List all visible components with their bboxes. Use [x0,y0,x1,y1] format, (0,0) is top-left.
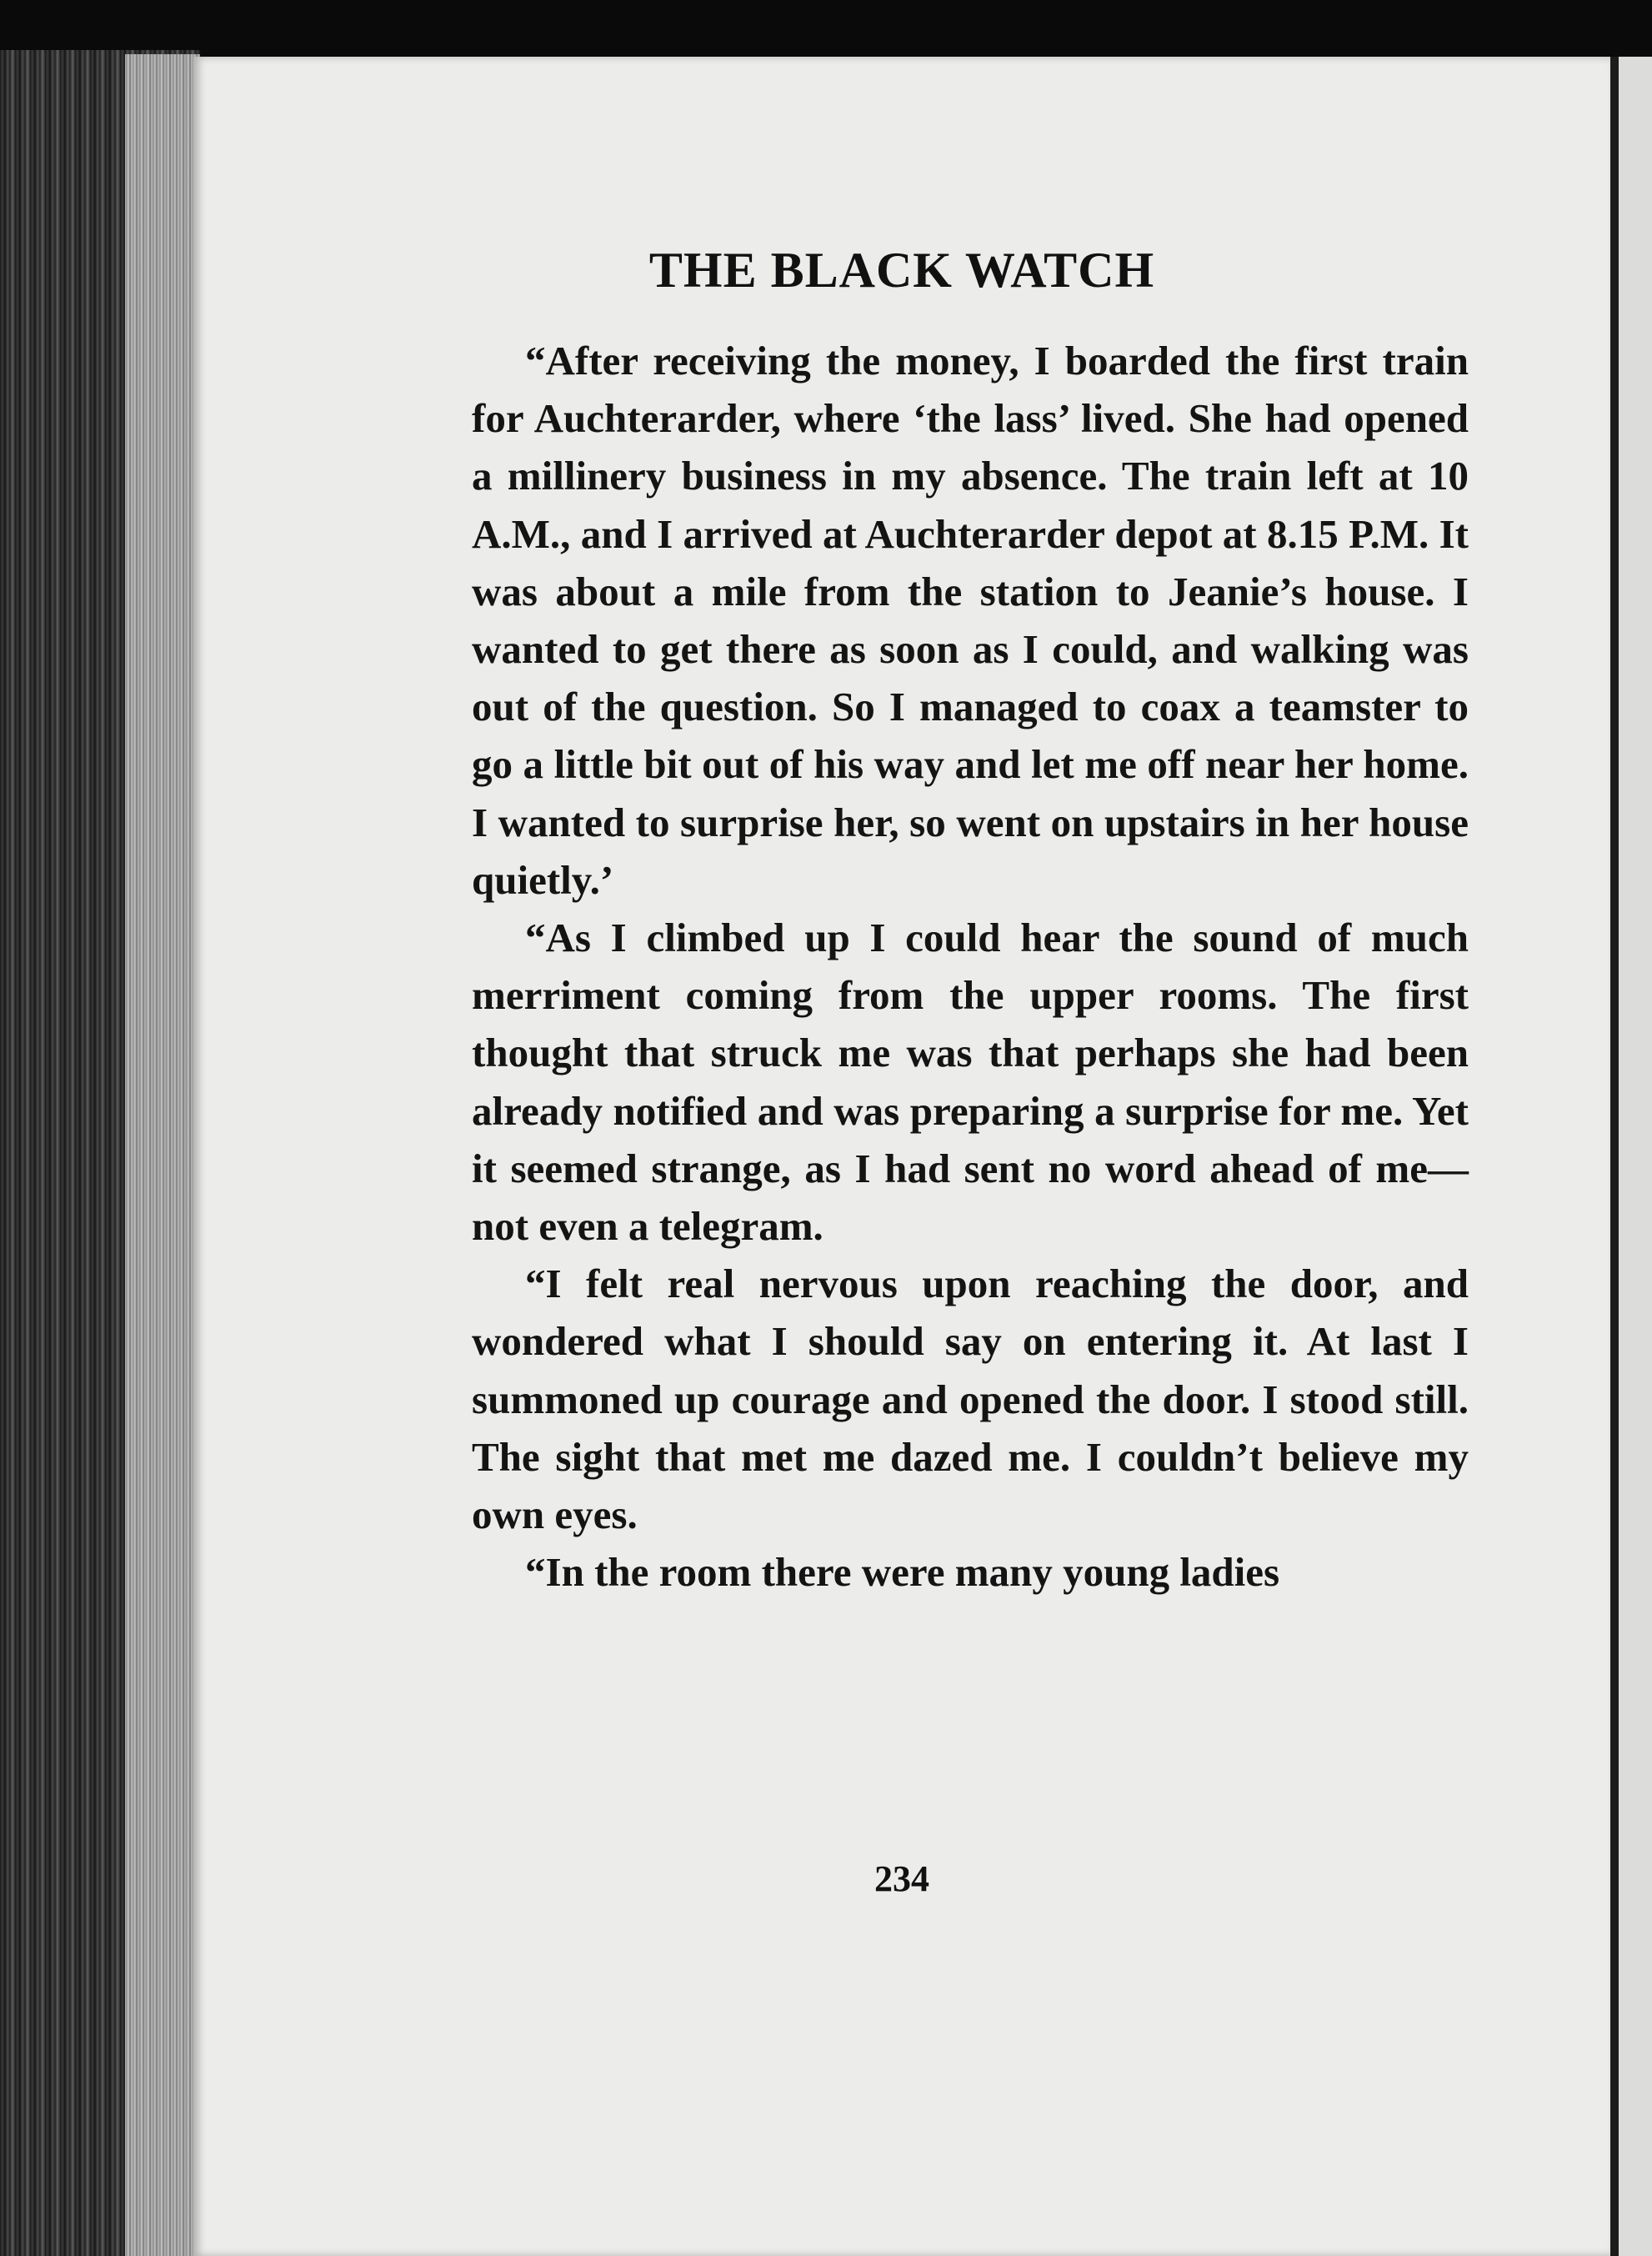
paragraph-1: “After receiving the money, I boarded the first train for Auchterarder, where ‘the lass’ lived. She had opened a millinery business in my absence. The train left at 10 A.M., and I arrived at Auchterarder depot at 8.15 P.M. It was about a mile from the station to Jeanie’s house. I wanted to get there as soon as I could, and walking was out of the question. So I managed to coax a teamster to go a little bit out of his way and let me off near her home. I wanted to surprise her, so went on upstairs in her house quietly.’ [472,338,1469,903]
page-number: 234 [874,1858,929,1899]
paragraph-4: “In the room there were many young ladies [525,1549,1280,1596]
facing-page-edge [1619,57,1652,2256]
paragraph-2: “As I climbed up I could hear the sound of much merriment coming from the upper rooms. The first thought that struck me was that perhaps she had been already notified and was preparing a surprise for me. Yet it seemed strange, as I had sent no word ahead of me—not even a telegram. [472,915,1469,1250]
paragraph-3: “I felt real nervous upon reaching the door, and wondered what I should say on entering it. At last I summoned up courage and opened the door. I stood still. The sight that met me dazed me. I couldn’t believe my own eyes. [472,1261,1469,1538]
page-gutter-right [1610,57,1619,2256]
running-head: THE BLACK WATCH [648,243,1155,298]
page-edges [125,54,200,2256]
body-text [472,332,1469,1601]
